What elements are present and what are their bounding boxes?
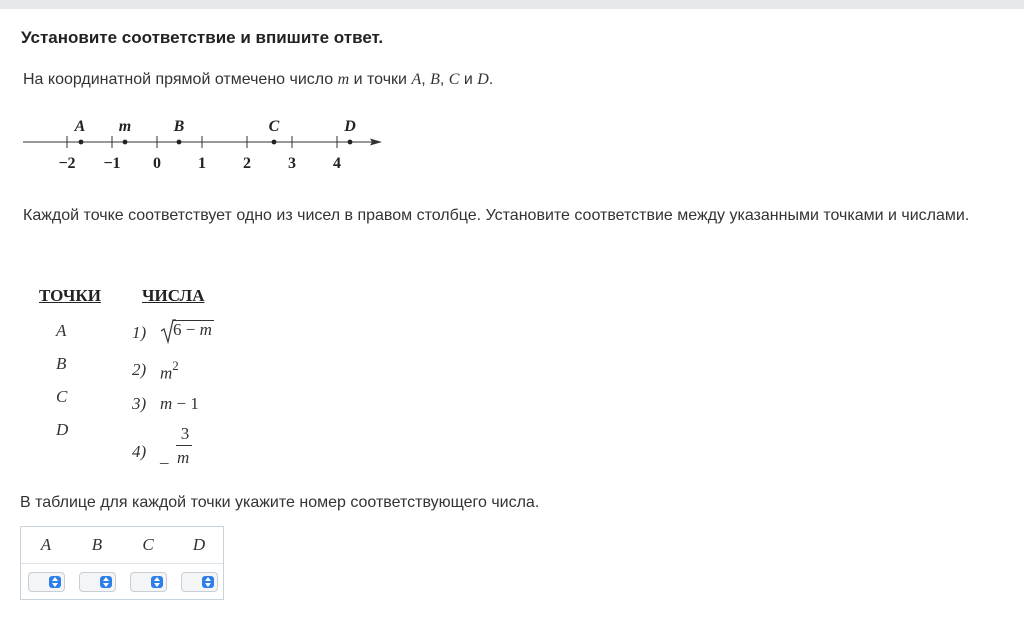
select-arrows-icon — [49, 576, 61, 588]
number-index-3: 3) — [132, 394, 147, 413]
point-b-dot — [177, 140, 182, 145]
answer-header-c: C — [142, 535, 154, 554]
number-line — [20, 112, 390, 174]
intro-point-c: C — [448, 71, 460, 88]
expr-fraction — [160, 424, 200, 472]
point-label-b: B — [173, 118, 185, 135]
task-title: Установите соответствие и впишите ответ. — [21, 28, 384, 47]
select-arrows-icon — [100, 576, 112, 588]
number-index-4: 4) — [132, 442, 147, 461]
expr-var: m — [160, 363, 173, 383]
point-a: A — [56, 321, 67, 340]
expr-term: 6 — [173, 320, 182, 339]
answer-header-d: D — [192, 535, 206, 554]
instruction-text: Каждой точке соответствует одно из чисел в правом столбце. Установите соответствие между указанными точками и числами. — [23, 207, 970, 224]
answer-select-a[interactable] — [28, 572, 65, 592]
answer-prompt: В таблице для каждой точки укажите номер соответствующего числа. — [20, 494, 540, 511]
number-index-1: 1) — [132, 323, 147, 342]
intro-var-m: m — [337, 71, 350, 88]
top-bar — [0, 0, 1024, 9]
sqrt-radicand — [173, 320, 212, 340]
tick-label: 1 — [198, 155, 206, 172]
tick-label: −1 — [103, 155, 121, 172]
expr-var: m — [199, 320, 212, 339]
point-c: C — [56, 387, 68, 406]
point-c-dot — [272, 140, 277, 145]
point-d-dot — [348, 140, 353, 145]
fraction-numerator: 3 — [180, 424, 190, 443]
answer-select-d[interactable] — [181, 572, 218, 592]
expr-var: m — [160, 394, 173, 413]
fraction-denominator: m — [177, 448, 190, 467]
numbers-header: ЧИСЛА — [142, 286, 205, 305]
point-m-dot — [123, 140, 128, 145]
expr-exponent: 2 — [172, 358, 179, 373]
answer-select-b[interactable] — [79, 572, 116, 592]
intro-text — [23, 71, 493, 89]
tick-label: −2 — [58, 155, 76, 172]
intro-point-a: A — [411, 71, 422, 88]
intro-point-b: B — [430, 71, 440, 88]
intro-text-part: На координатной прямой отмечено число — [23, 71, 338, 88]
point-b: B — [56, 354, 67, 373]
tick-label: 0 — [153, 155, 161, 172]
point-label-c: C — [268, 118, 280, 135]
intro-text-part: и точки — [349, 71, 412, 88]
expr-sqrt — [160, 318, 220, 344]
point-a-dot — [79, 140, 84, 145]
expr-operator: − — [176, 394, 187, 413]
number-index-2: 2) — [132, 360, 147, 379]
tick-label: 2 — [243, 155, 251, 172]
points-header: ТОЧКИ — [39, 286, 101, 305]
answer-header-b: B — [91, 535, 103, 554]
expr-term: 1 — [190, 394, 199, 413]
intro-sep: , — [421, 71, 431, 88]
select-arrows-icon — [151, 576, 163, 588]
expr-square — [160, 360, 179, 384]
fraction-bar — [176, 445, 192, 446]
point-label-a: A — [74, 118, 86, 135]
answer-select-c[interactable] — [130, 572, 167, 592]
point-label-d: D — [344, 118, 356, 135]
point-d: D — [56, 420, 69, 439]
intro-sep: , — [439, 71, 449, 88]
expr-minus-one — [160, 394, 199, 414]
intro-end: . — [488, 71, 494, 88]
expr-operator: − — [185, 320, 196, 339]
intro-and: и — [459, 71, 478, 88]
answer-table-header-row — [21, 527, 223, 564]
answer-header-a: A — [40, 535, 52, 554]
point-label-m: m — [118, 118, 132, 135]
intro-point-d: D — [477, 71, 489, 88]
tick-label: 3 — [288, 155, 296, 172]
expr-sign: _ — [160, 447, 169, 466]
select-arrows-icon — [202, 576, 214, 588]
answer-table — [20, 526, 224, 600]
tick-label: 4 — [333, 155, 341, 172]
